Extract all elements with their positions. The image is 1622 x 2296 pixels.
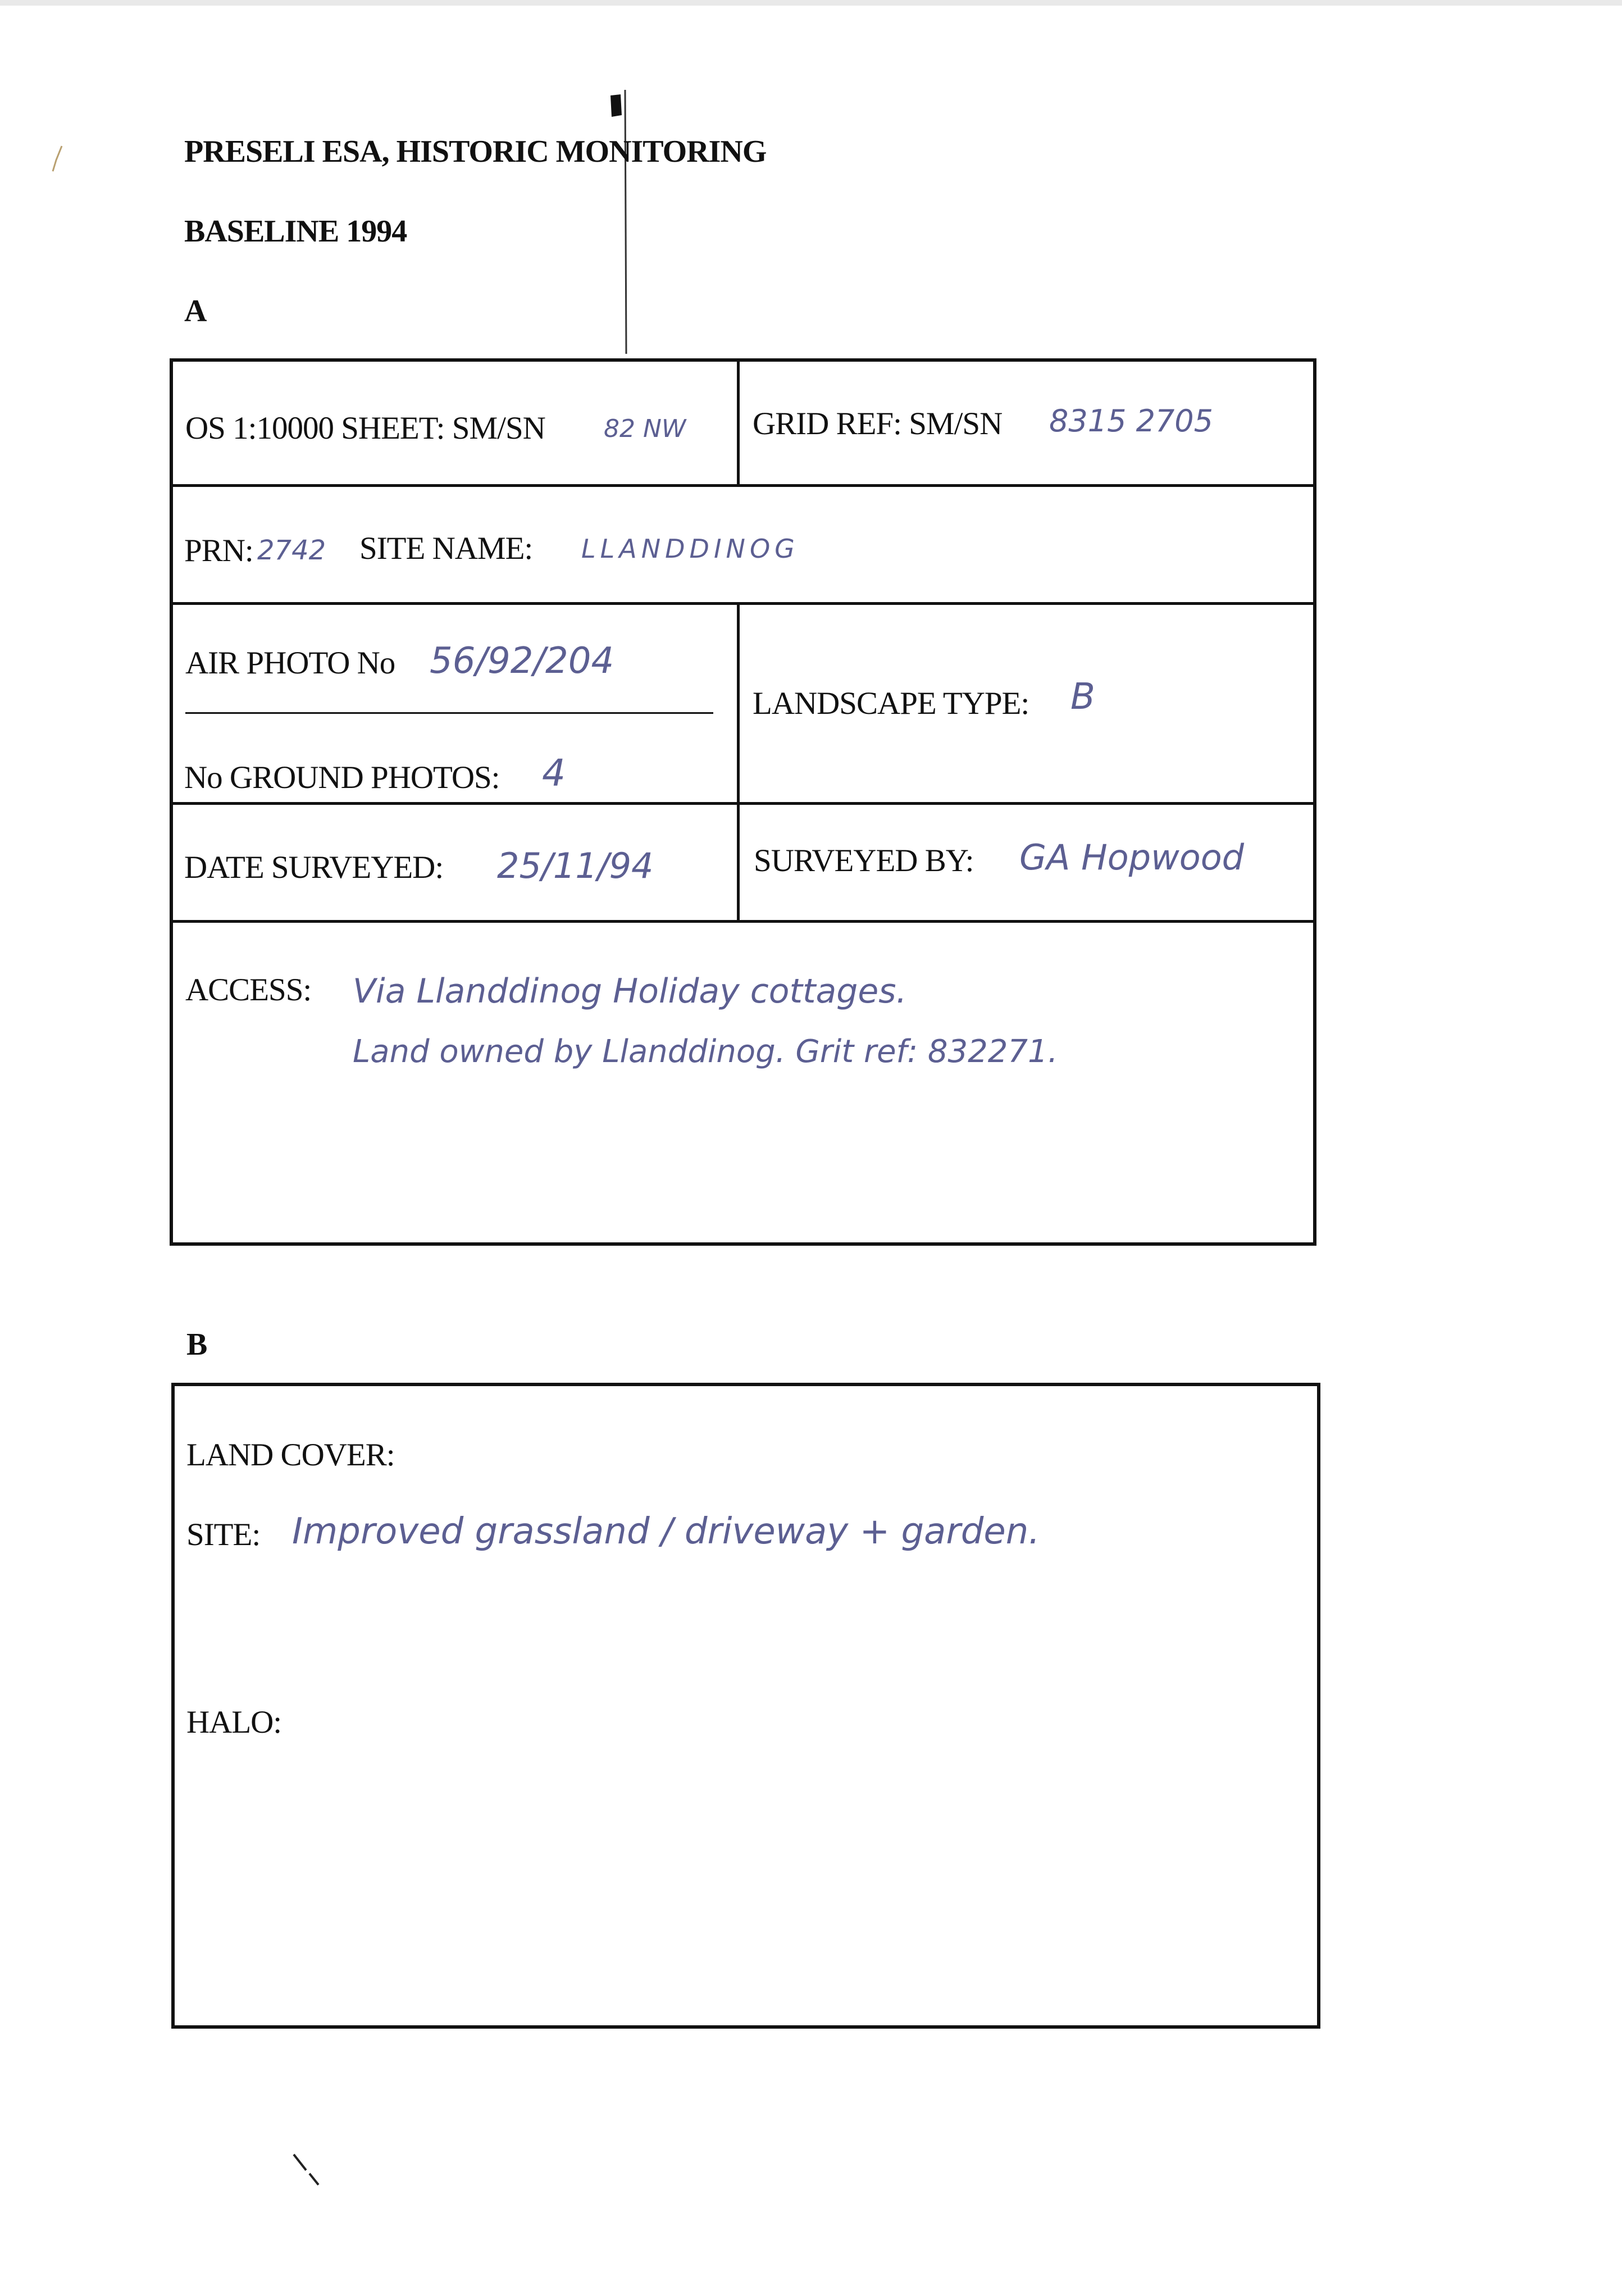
section-a-label: A bbox=[184, 294, 207, 329]
grid-ref-value: 8315 2705 bbox=[1049, 403, 1214, 439]
scan-mark bbox=[289, 2151, 323, 2190]
site-label: SITE: bbox=[186, 1517, 261, 1552]
ground-photos-label: No GROUND PHOTOS: bbox=[184, 760, 500, 795]
access-label: ACCESS: bbox=[185, 972, 312, 1008]
date-surveyed-label: DATE SURVEYED: bbox=[184, 850, 444, 885]
column-divider bbox=[737, 358, 740, 485]
section-b-label: B bbox=[186, 1327, 207, 1362]
staple-mark bbox=[604, 84, 632, 365]
row-divider bbox=[170, 920, 1316, 923]
os-sheet-label: OS 1:10000 SHEET: SM/SN bbox=[185, 411, 545, 446]
site-name-label: SITE NAME: bbox=[359, 531, 533, 566]
site-value: Improved grassland / driveway + garden. bbox=[292, 1511, 1040, 1552]
access-line-2: Land owned by Llanddinog. Grit ref: 832271. bbox=[353, 1033, 1058, 1070]
landscape-type-value: B bbox=[1070, 676, 1095, 718]
os-sheet-value: 82 NW bbox=[604, 414, 686, 443]
air-photo-label: AIR PHOTO No bbox=[185, 645, 395, 681]
document-title: PRESELI ESA, HISTORIC MONITORING bbox=[184, 134, 767, 169]
surveyed-by-label: SURVEYED BY: bbox=[754, 843, 974, 878]
surveyed-by-value: GA Hopwood bbox=[1019, 837, 1245, 878]
land-cover-label: LAND COVER: bbox=[186, 1437, 395, 1473]
section-b-form bbox=[171, 1383, 1320, 2029]
baseline-year: BASELINE 1994 bbox=[184, 214, 407, 249]
site-name-value: LLANDDINOG bbox=[581, 534, 799, 564]
prn-label: PRN: bbox=[184, 533, 253, 568]
row-divider bbox=[170, 602, 1316, 605]
air-photo-underline bbox=[185, 712, 713, 714]
halo-label: HALO: bbox=[186, 1705, 282, 1740]
date-surveyed-value: 25/11/94 bbox=[497, 845, 654, 886]
scan-edge bbox=[0, 0, 1622, 6]
scan-mark bbox=[45, 143, 67, 177]
prn-value: 2742 bbox=[257, 535, 326, 566]
landscape-type-label: LANDSCAPE TYPE: bbox=[753, 686, 1029, 721]
access-line-1: Via Llanddinog Holiday cottages. bbox=[353, 972, 907, 1011]
air-photo-value: 56/92/204 bbox=[430, 640, 614, 682]
grid-ref-label: GRID REF: SM/SN bbox=[753, 406, 1003, 441]
column-divider bbox=[737, 602, 740, 921]
ground-photos-value: 4 bbox=[542, 751, 566, 795]
row-divider bbox=[170, 802, 1316, 805]
row-divider bbox=[170, 484, 1316, 487]
